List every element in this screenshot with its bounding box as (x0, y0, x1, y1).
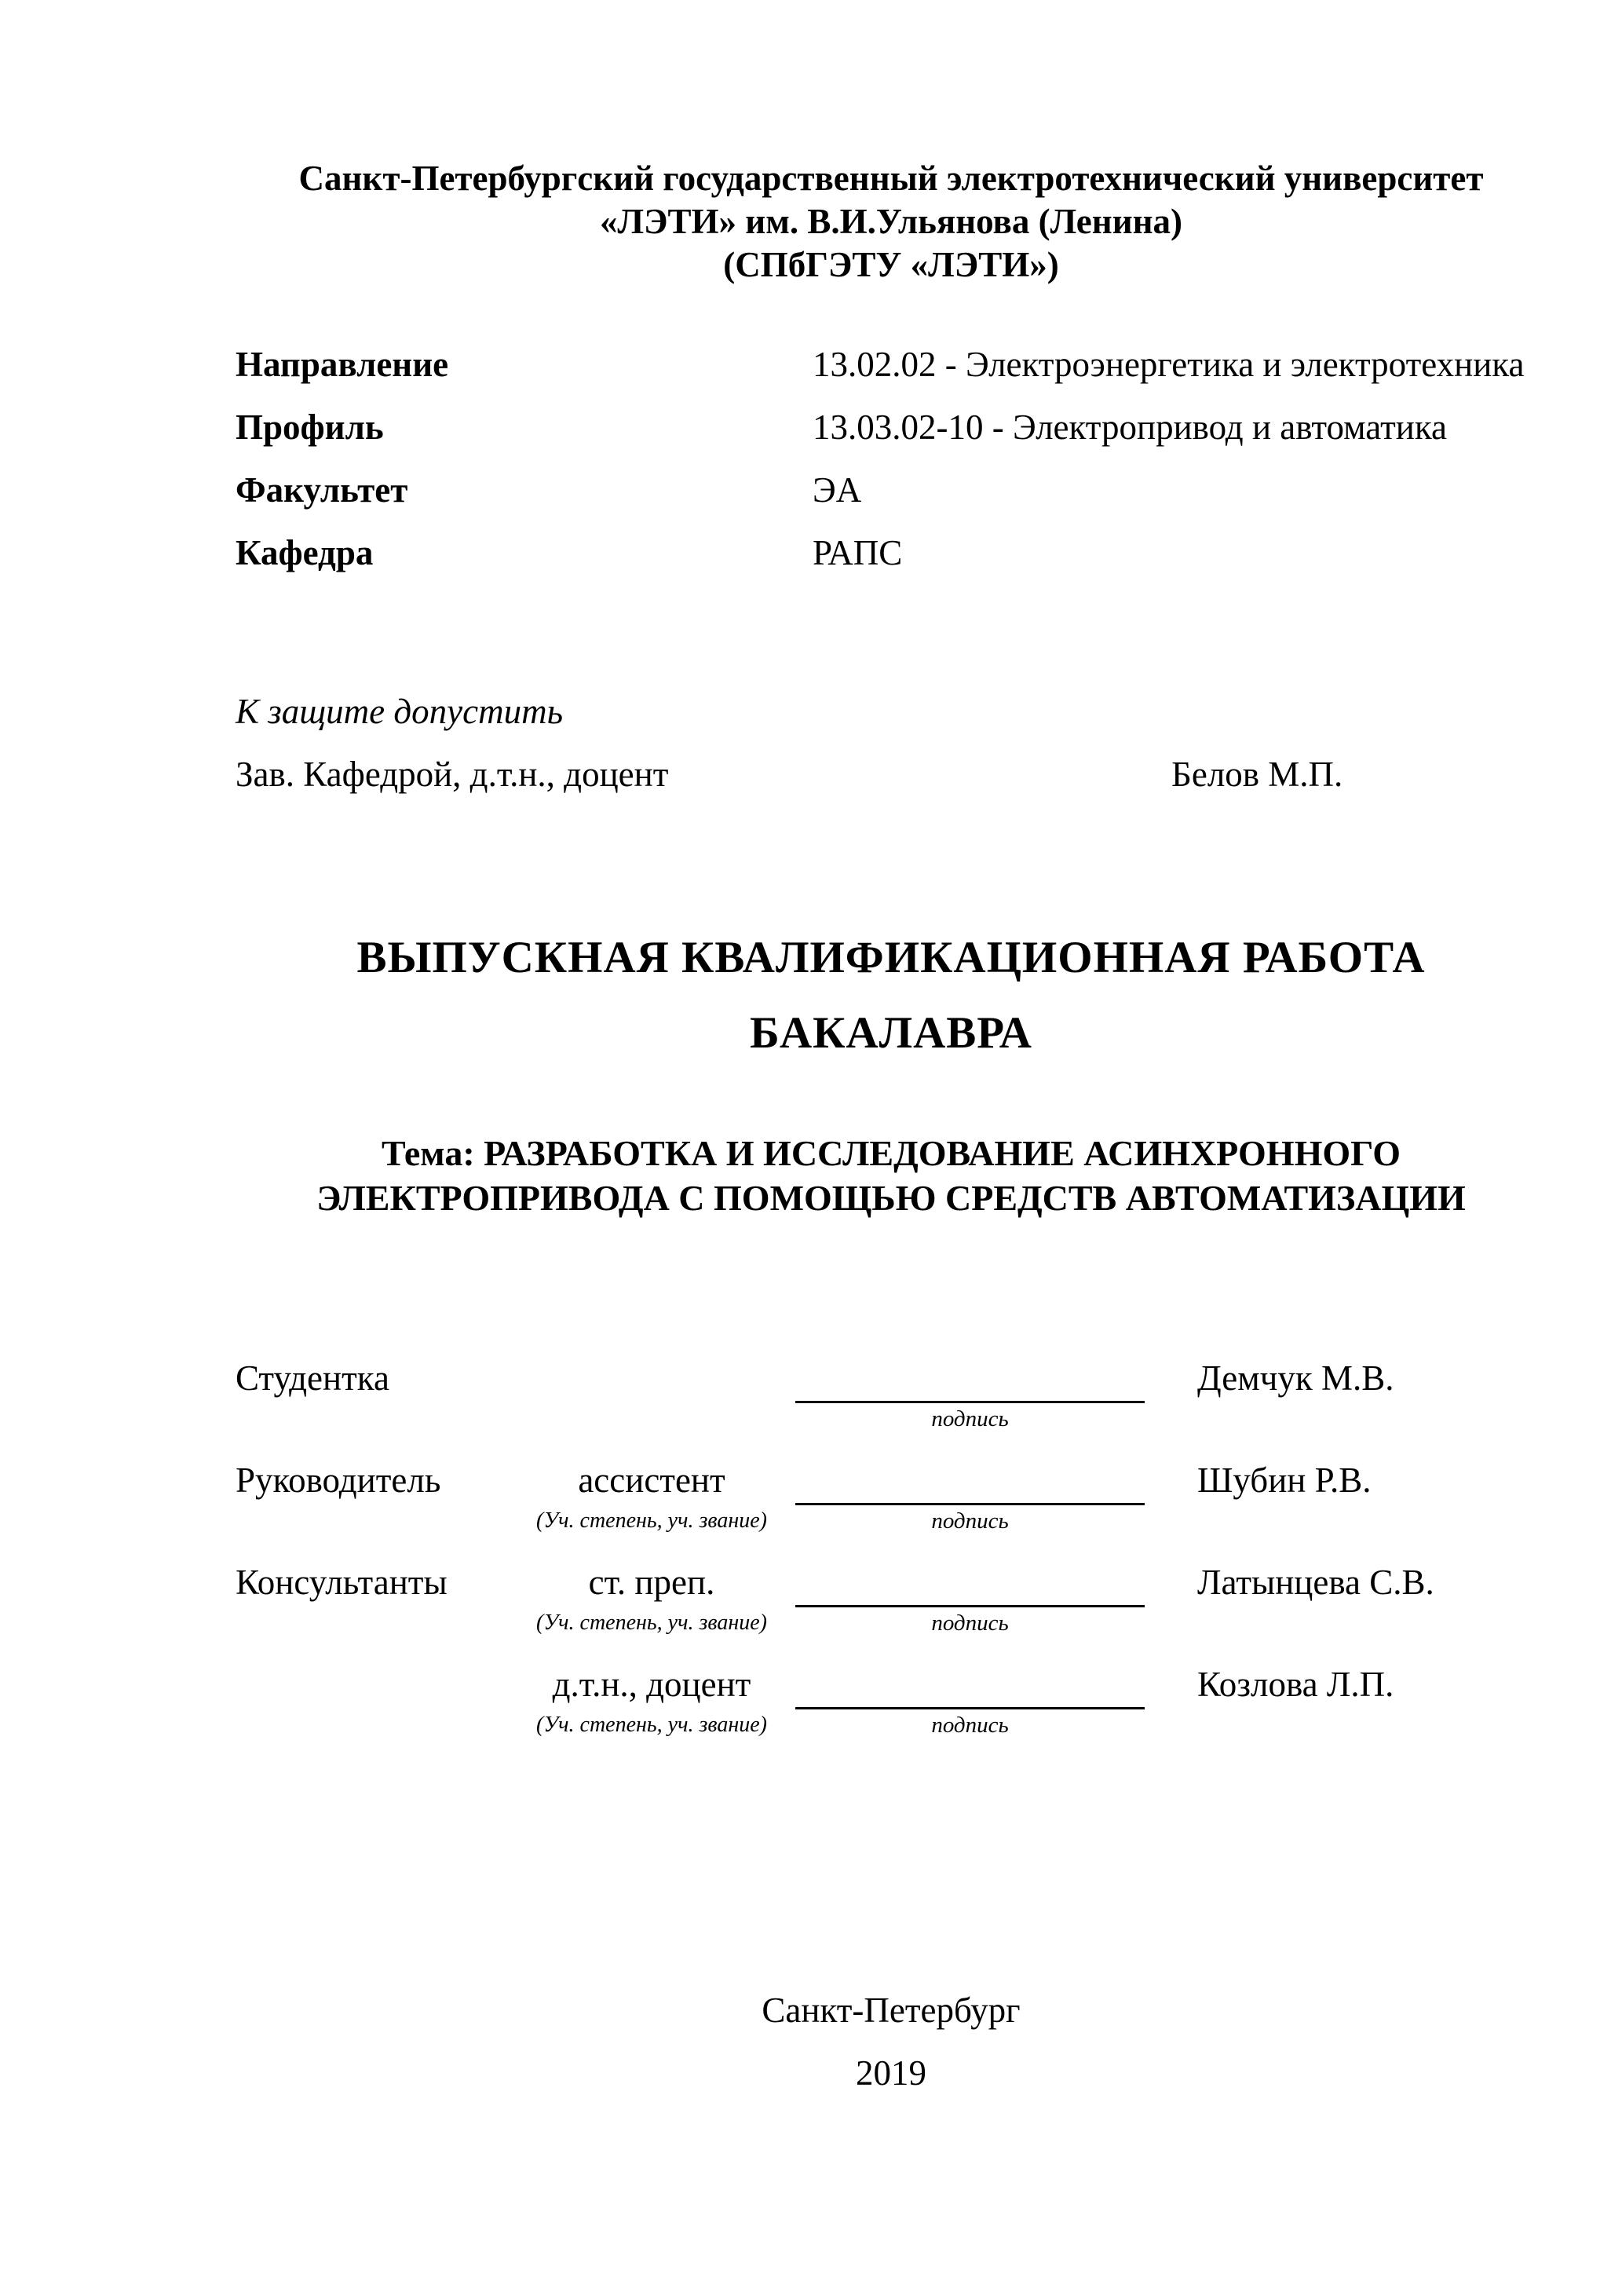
consultant-2-degree-label: д.т.н., доцент (552, 1665, 751, 1704)
thesis-theme-line-2: ЭЛЕКТРОПРИВОДА С ПОМОЩЬЮ СРЕДСТВ АВТОМАТИЗАЦИИ (316, 1178, 1466, 1218)
requisite-row-profile (236, 396, 1547, 459)
student-signature-line (795, 1357, 1145, 1403)
signature-row-supervisor (236, 1459, 1547, 1561)
profile-label: Профиль (236, 408, 384, 447)
admission-section (236, 680, 1547, 806)
approver-row (236, 743, 1547, 806)
requisite-row-department (236, 521, 1547, 584)
requisite-row-faculty (236, 459, 1547, 521)
university-header (236, 157, 1547, 287)
thesis-theme (236, 1131, 1547, 1220)
signature-row-student (236, 1357, 1547, 1459)
department-label: Кафедра (236, 533, 374, 572)
signatures-section (236, 1357, 1547, 1765)
university-name: Санкт-Петербургский государственный электротехнический университет (298, 159, 1484, 198)
student-role-label: Студентка (236, 1358, 389, 1398)
supervisor-degree-hint: (Уч. степень, уч. звание) (536, 1508, 767, 1533)
signature-row-consultant-2 (236, 1663, 1547, 1765)
direction-value: 13.02.02 - Электроэнергетика и электротехника (813, 345, 1525, 384)
supervisor-degree-label: ассистент (578, 1461, 725, 1500)
supervisor-signature-hint: подпись (931, 1508, 1009, 1534)
student-name: Демчук М.В. (1197, 1358, 1394, 1398)
supervisor-signature-line (795, 1459, 1145, 1505)
consultant-1-degree-hint: (Уч. степень, уч. звание) (536, 1610, 767, 1635)
university-name-leti: «ЛЭТИ» им. В.И.Ульянова (Ленина) (599, 202, 1183, 241)
faculty-label: Факультет (236, 470, 408, 510)
thesis-title-line-1: ВЫПУСКНАЯ КВАЛИФИКАЦИОННАЯ РАБОТА (356, 933, 1426, 982)
footer-city: Санкт-Петербург (762, 1991, 1021, 2030)
supervisor-role-label: Руководитель (236, 1461, 441, 1500)
signature-row-consultant-1 (236, 1561, 1547, 1663)
thesis-theme-line-1: Тема: РАЗРАБОТКА И ИССЛЕДОВАНИЕ АСИНХРОННОГО (381, 1133, 1401, 1173)
consultants-role-label: Консультанты (236, 1563, 448, 1602)
consultant-1-degree-label: ст. преп. (588, 1563, 715, 1602)
thesis-title (236, 920, 1547, 1071)
direction-label: Направление (236, 345, 449, 384)
consultant-2-degree-hint: (Уч. степень, уч. звание) (536, 1713, 767, 1737)
supervisor-name: Шубин Р.В. (1197, 1461, 1372, 1500)
footer (236, 1979, 1547, 2104)
consultant-2-signature-line (795, 1663, 1145, 1709)
university-abbreviation: (СПбГЭТУ «ЛЭТИ») (723, 245, 1059, 284)
footer-year: 2019 (856, 2053, 926, 2093)
approver-name: Белов М.П. (1171, 755, 1343, 794)
consultant-2-name: Козлова Л.П. (1197, 1665, 1394, 1704)
department-value: РАПС (813, 533, 903, 572)
consultant-2-signature-hint: подпись (931, 1713, 1009, 1738)
approver-title: Зав. Кафедрой, д.т.н., доцент (236, 755, 669, 794)
consultant-1-signature-line (795, 1561, 1145, 1607)
faculty-value: ЭА (813, 470, 862, 510)
consultant-1-signature-hint: подпись (931, 1610, 1009, 1636)
student-signature-hint: подпись (931, 1406, 1009, 1431)
admission-note: К защите допустить (236, 692, 564, 731)
thesis-title-line-2: БАКАЛАВРА (750, 1008, 1032, 1058)
requisites-section (236, 333, 1547, 584)
profile-value: 13.03.02-10 - Электропривод и автоматика (813, 408, 1447, 447)
requisite-row-direction (236, 333, 1547, 396)
consultant-1-name: Латынцева С.В. (1197, 1563, 1434, 1602)
